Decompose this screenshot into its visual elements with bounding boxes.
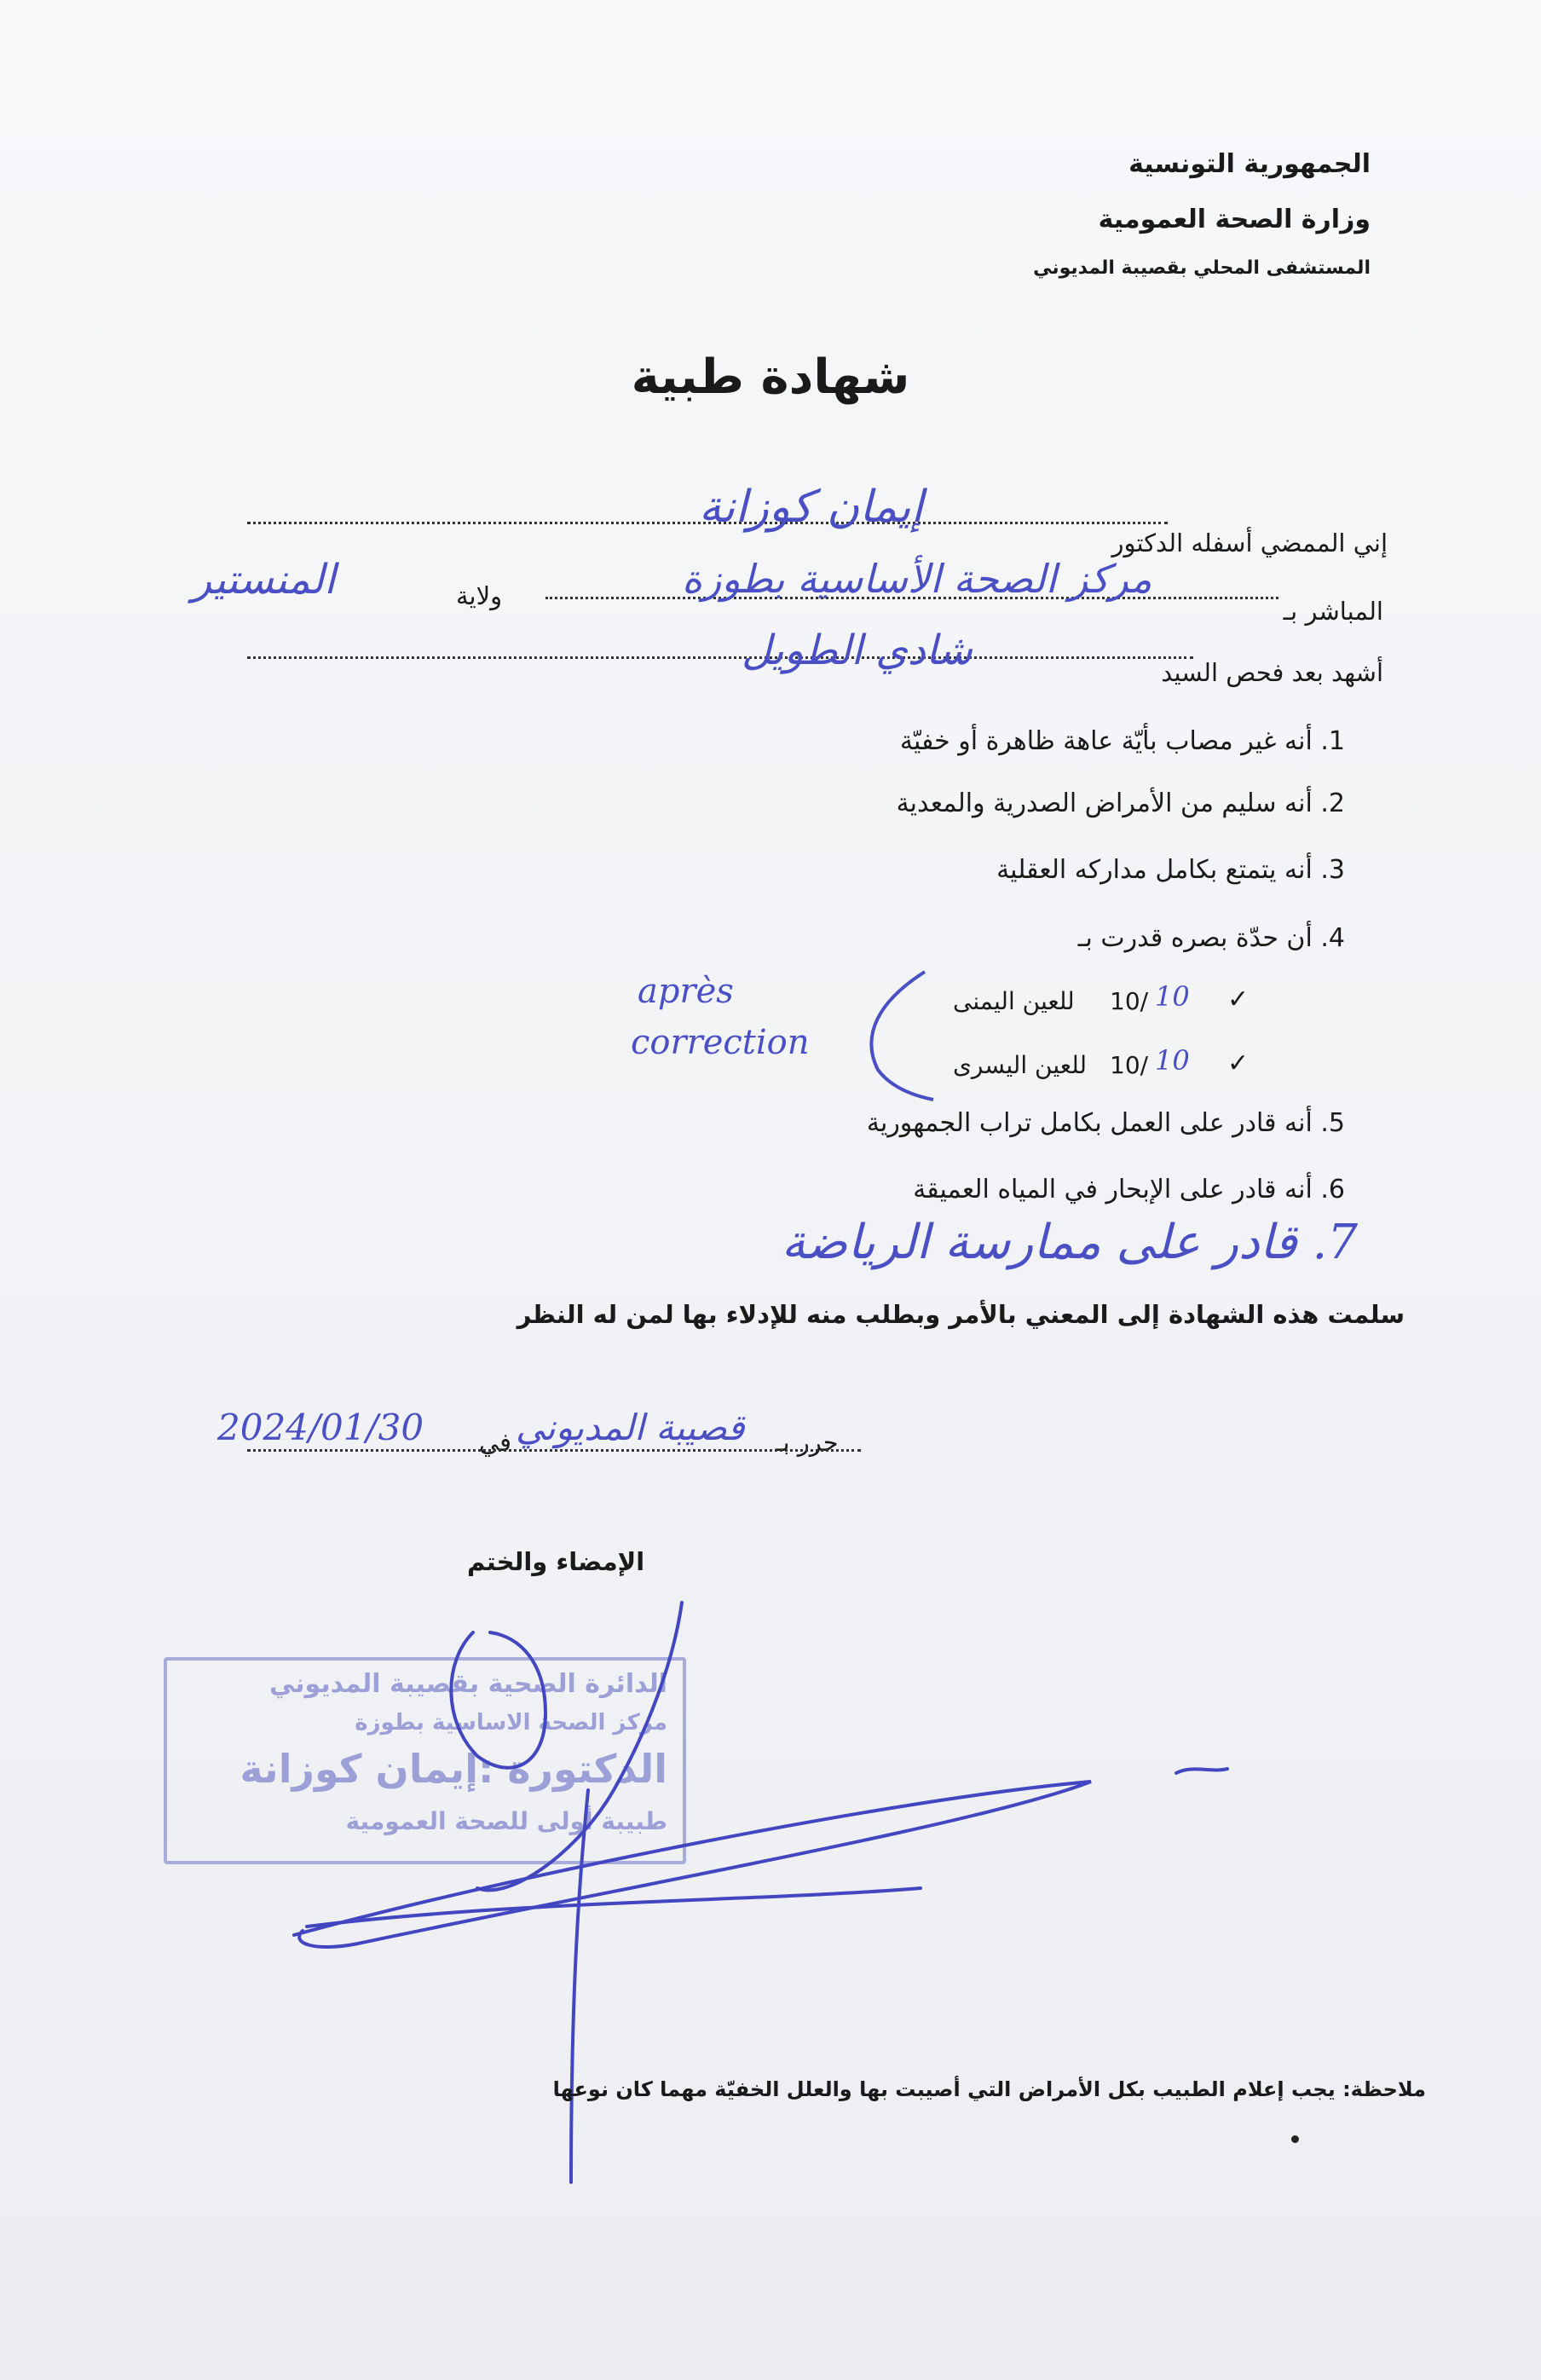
stamp-line-3: الدكتورة :إيمان كوزانة	[240, 1746, 667, 1792]
signature-label: الإمضاء والختم	[467, 1547, 645, 1576]
issued-date: 2024/01/30	[217, 1407, 424, 1448]
issued-place: قصيبة المديوني	[516, 1407, 745, 1448]
page-title: شهادة طبية	[631, 349, 910, 405]
item-7-handwritten: 7. قادر على ممارسة الرياضة	[781, 1215, 1358, 1270]
right-eye-value: 10	[1155, 980, 1190, 1013]
stamp-line-2: مركز الصحة الاساسية بطوزة	[355, 1710, 667, 1736]
footer-note: ملاحظة: يجب إعلام الطبيب بكل الأمراض التي أصيبت بها والعلل الخفيّة مهما كان نوعها	[552, 2077, 1426, 2101]
header-hospital: المستشفى المحلي بقصيبة المديوني	[1033, 257, 1371, 279]
vision-note-line2: correction	[631, 1023, 810, 1062]
doctor-handwritten: إيمان كوزانة	[699, 482, 924, 533]
item-4-number: 4.	[1320, 923, 1345, 953]
right-eye-label: للعين اليمنى	[953, 987, 1075, 1015]
footer-dot	[1291, 2135, 1299, 2143]
item-4-text: أن حدّة بصره قدرت بـ	[1077, 923, 1313, 953]
item-5-number: 5.	[1320, 1108, 1345, 1138]
header-ministry: وزارة الصحة العمومية	[1098, 205, 1371, 234]
vision-bracket	[871, 972, 933, 1100]
left-eye-value: 10	[1155, 1044, 1190, 1077]
item-6-text: أنه قادر على الإبحار في المياه العميقة	[913, 1175, 1313, 1204]
right-eye-denominator: 10/	[1110, 987, 1149, 1015]
item-2-number: 2.	[1320, 789, 1345, 818]
item-6-number: 6.	[1320, 1175, 1345, 1204]
item-5-text: أنه قادر على العمل بكامل تراب الجمهورية	[866, 1108, 1313, 1138]
issued-in-label: في	[479, 1428, 512, 1457]
patient-handwritten: شادي الطويل	[742, 627, 973, 674]
header-country: الجمهورية التونسية	[1128, 149, 1371, 179]
item-3-number: 3.	[1320, 855, 1345, 885]
left-eye-denominator: 10/	[1110, 1051, 1149, 1079]
left-eye-check-icon: ✓	[1227, 1048, 1250, 1078]
delivery-text: سلمت هذه الشهادة إلى المعني بالأمر وبطلب منه للإدلاء بها لمن له النظر	[517, 1300, 1405, 1329]
stamp-line-4: طبيبة أولى للصحة العمومية	[345, 1807, 667, 1835]
right-eye-check-icon: ✓	[1227, 985, 1250, 1014]
item-1-number: 1.	[1320, 726, 1345, 756]
issued-label: حرر بـ	[776, 1428, 839, 1457]
item-2-text: أنه سليم من الأمراض الصدرية والمعدية	[896, 789, 1313, 818]
governorate-label: ولاية	[456, 581, 503, 610]
item-1-text: أنه غير مصاب بأيّة عاهة ظاهرة أو خفيّة	[899, 726, 1313, 756]
doctor-label: إني الممضي أسفله الدكتور	[1111, 529, 1388, 557]
left-eye-label: للعين اليسرى	[953, 1051, 1088, 1079]
practice-handwritten: مركز الصحة الأساسية بطوزة	[682, 556, 1152, 602]
item-3-text: أنه يتمتع بكامل مداركه العقلية	[996, 855, 1313, 885]
practice-label: المباشر بـ	[1283, 597, 1383, 626]
vision-note-line1: après	[638, 972, 734, 1011]
stamp-line-1: الدائرة الصحية بقصيبة المديوني	[268, 1669, 667, 1699]
governorate-handwritten: المنستير	[192, 556, 336, 604]
certify-label: أشهد بعد فحص السيد	[1161, 658, 1383, 687]
